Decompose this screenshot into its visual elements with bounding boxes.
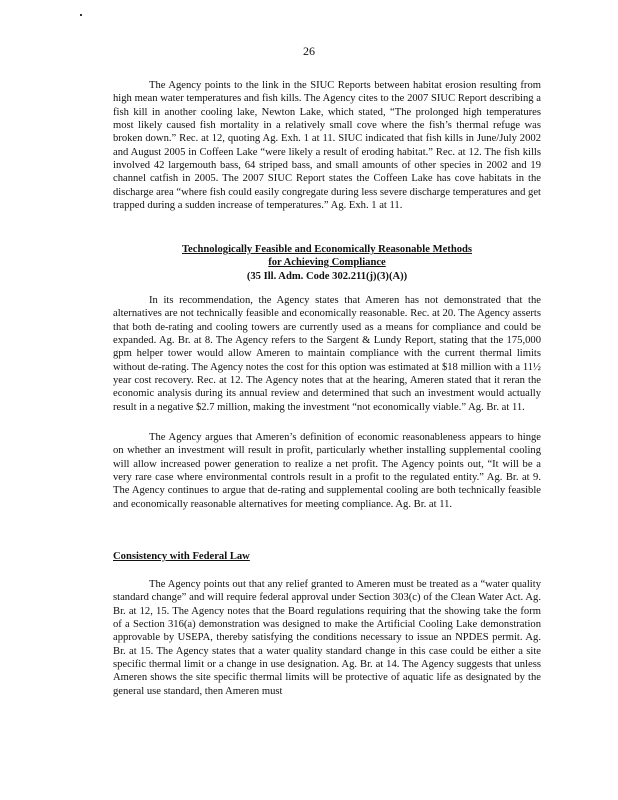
- heading-line-2: for Achieving Compliance: [268, 257, 386, 269]
- page-number: 26: [303, 44, 315, 58]
- paragraph-habitat-erosion: [113, 79, 541, 212]
- heading-line-3: (35 Ill. Adm. Code 302.211(j)(3)(A)): [246, 270, 408, 282]
- section-heading-federal-law: Consistency with Federal Law: [113, 551, 250, 562]
- heading-line-1: Technologically Feasible and Economically Reasonable Methods: [181, 244, 473, 255]
- paragraph-text: The Agency points out that any relief granted to Ameren must be treated as a “water quality standard change” and will require federal approval under Section 303(c) of the Clean Water Act. Ag. Br. at 12, 15. The Agency notes that the Board regulations requiring that the showing take the form of a Section 316(a) demonstration was designed to make the Artificial Cooling Lake demonstration approvable by USEPA, thereby satisfying the conditions necessary to issue an NPDES permit. Ag. Br. at 15. The Agency states that a water quality standard change in this case could be either a site specific thermal limit or a change in use designation. Ag. Br. at 14. The Agency suggests that unless Ameren shows the site specific thermal limits will be protective of aquatic life as designated by the general use standard, then Ameren must: [113, 579, 541, 697]
- paragraph-economic-reasonableness: [113, 431, 541, 511]
- paragraph-agency-recommendation: [113, 294, 541, 414]
- paragraph-federal-approval: [113, 578, 541, 698]
- paragraph-text: The Agency argues that Ameren’s definition of economic reasonableness appears to hinge on whether an investment will result in profit, particularly whether installing supplemental cooling will allow increased power generation to realize a net profit. The Agency points out, “It will be a very rare case where environmental controls result in a profit to the regulated entity.” Ag. Br. at 9. The Agency continues to argue that de-rating and supplemental cooling are both technically feasible and economically reasonable alternatives for meeting compliance. Ag. Br. at 11.: [113, 432, 541, 510]
- paragraph-text: In its recommendation, the Agency states that Ameren has not demonstrated that the alternatives are not technically feasible and economically reasonable. Rec. at 20. The Agency asserts that both de-rating and cooling towers are currently used as a means for compliance and could be expanded. Ag. Br. at 8. The Agency refers to the Sargent & Lundy Report, stating that the 175,000 gpm helper tower would allow Ameren to maintain compliance with the current thermal limits without de-rating. The Agency notes the cost for this option was estimated at $18 million with a 11½ year cost recovery. Rec. at 12. The Agency notes that at the hearing, Ameren stated that it reran the economic analysis during its annual review and determined that such an investment would actually result in a negative $2.7 million, making the investment “not economically viable.” Ag. Br. at 11.: [113, 295, 541, 413]
- section-heading-technical-feasibility: [113, 243, 541, 283]
- scan-mark: [80, 14, 82, 16]
- paragraph-text: The Agency points to the link in the SIUC Reports between habitat erosion resulting from high mean water temperatures and fish kills. The Agency cites to the 2007 SIUC Report describing a fish kill in another cooling lake, Newton Lake, which stated, “The prolonged high temperatures most likely caused fish mortality in a relatively small cove where the fish’s thermal refuge was broken down.” Rec. at 12, quoting Ag. Exh. 1 at 11. SIUC indicated that fish kills in June/July 2002 and August 2005 in Coffeen Lake “were likely a result of eroding habitat.” Rec. at 12. The fish kills involved 42 largemouth bass, 64 striped bass, and small amounts of other species in 2002 and 19 channel catfish in 2005. The 2007 SIUC Report states the Coffeen Lake has cove habitats in the discharge area “where fish could easily congregate during less severe discharge temperatures and get trapped during a sudden increase of temperatures.” Ag. Exh. 1 at 11.: [113, 80, 541, 212]
